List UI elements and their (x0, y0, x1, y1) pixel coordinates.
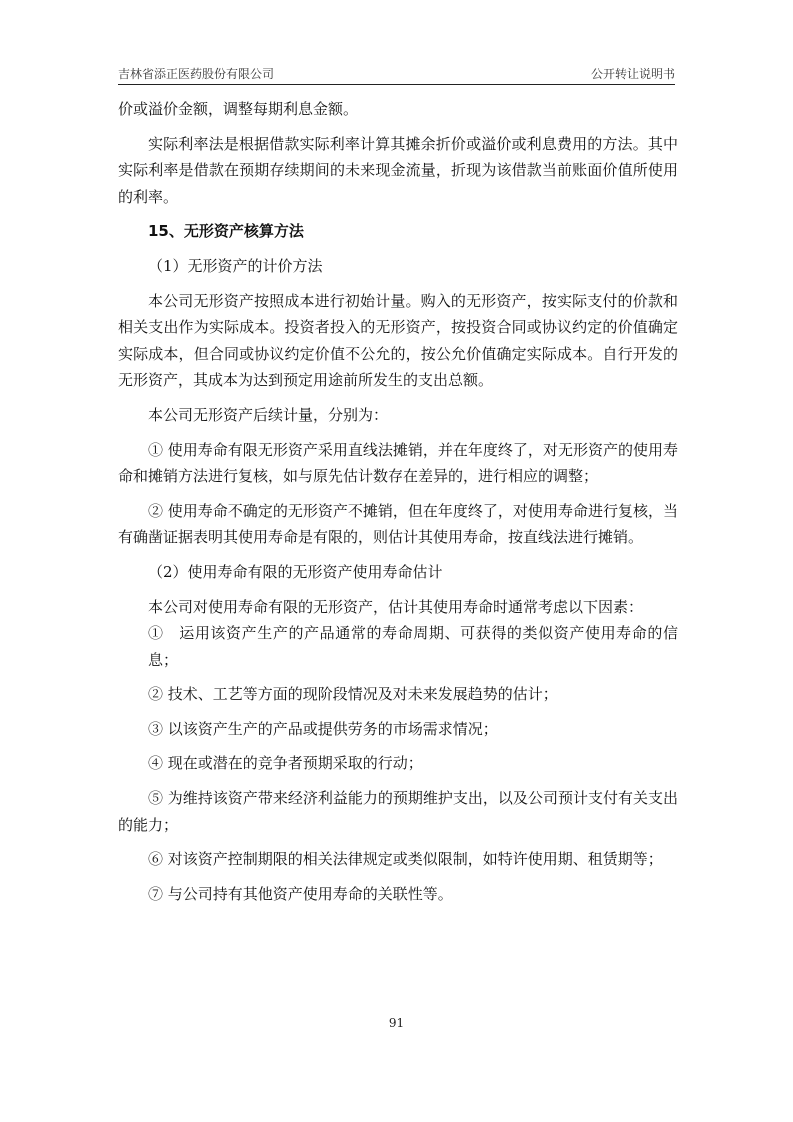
header-document-type: 公开转让说明书 (590, 67, 675, 81)
paragraph-subsequent-measurement: 本公司无形资产后续计量，分别为： (148, 405, 389, 424)
subheading-valuation-method: （1）无形资产的计价方法 (148, 256, 323, 275)
paragraph-effective-interest-method: 实际利率法是根据借款实际利率计算其摊余折价或溢价或利息费用的方法。其中实际利率是借款在预期存续期间的未来现金流量，折现为该借款当前账面价值所使用的利率。 (118, 134, 678, 206)
list-item-factor-1: ① 运用该资产生产的产品通常的寿命周期、可获得的类似资产使用寿命的信息； (148, 624, 678, 669)
document-body (118, 96, 678, 915)
header-company-name: 吉林省添正医药股份有限公司 (118, 67, 275, 81)
paragraph-factors-intro: 本公司对使用寿命有限的无形资产，估计其使用寿命时通常考虑以下因素： (148, 597, 644, 616)
list-item-indefinite-life: ② 使用寿命不确定的无形资产不摊销，但在年度终了，对使用寿命进行复核，当有确凿证据表明其使用寿命是有限的，则估计其使用寿命，按直线法进行摊销。 (118, 501, 678, 547)
list-item-factor-2: ② 技术、工艺等方面的现阶段情况及对未来发展趋势的估计； (148, 685, 558, 704)
paragraph-continuation: 价或溢价金额，调整每期利息金额。 (118, 100, 359, 118)
page-header (118, 62, 675, 85)
list-item-factor-4: ④ 现在或潜在的竞争者预期采取的行动； (148, 754, 423, 773)
section-heading-intangible-assets: 15、无形资产核算方法 (148, 222, 304, 241)
list-item-factor-6: ⑥ 对该资产控制期限的相关法律规定或类似限制，如特许使用期、租赁期等； (148, 850, 663, 869)
page-number: 91 (388, 1016, 405, 1030)
list-item-factor-5: ⑤ 为维持该资产带来经济利益能力的预期维护支出，以及公司预计支付有关支出的能力； (118, 789, 678, 834)
paragraph-initial-measurement: 本公司无形资产按照成本进行初始计量。购入的无形资产，按实际支付的价款和相关支出作为实际成本。投资者投入的无形资产，按投资合同或协议约定的价值确定实际成本，但合同或协议约定价值不公允的，按公允价值确定实际成本。自行开发的无形资产，其成本为达到预定用途前所发生的支出总额。 (118, 291, 678, 390)
list-item-factor-7: ⑦ 与公司持有其他资产使用寿命的关联性等。 (148, 884, 453, 903)
list-item-factor-3: ③ 以该资产生产的产品或提供劳务的市场需求情况； (148, 719, 498, 738)
subheading-useful-life-estimate: （2）使用寿命有限的无形资产使用寿命估计 (148, 562, 443, 581)
list-item-finite-life: ① 使用寿命有限无形资产采用直线法摊销，并在年度终了，对无形资产的使用寿命和摊销方法进行复核，如与原先估计数存在差异的，进行相应的调整； (118, 440, 678, 486)
